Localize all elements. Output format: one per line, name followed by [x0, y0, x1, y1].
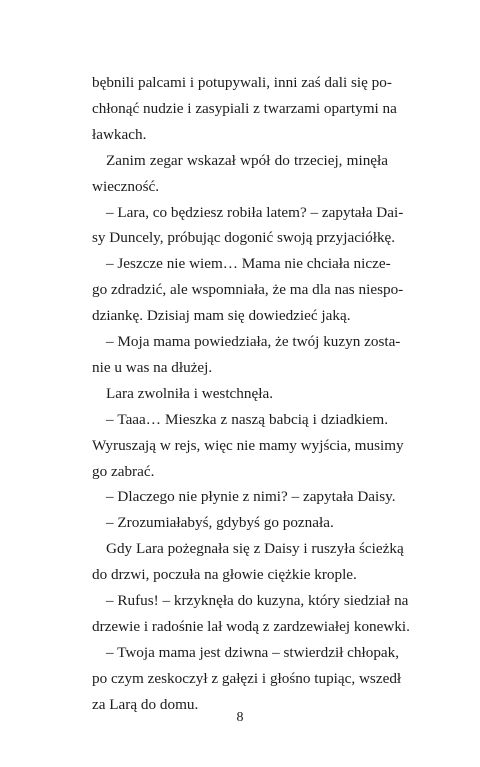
text-line: go zdradzić, ale wspomniała, że ma dla nas niespo- [92, 281, 404, 299]
text-line: – Twoja mama jest dziwna – stwierdził chłopak, [106, 643, 400, 661]
text-line: do drzwi, poczuła na głowie ciężkie krople. [92, 566, 357, 584]
text-line: Zanim zegar wskazał wpół do trzeciej, minęła [106, 151, 388, 169]
text-line: po czym zeskoczył z gałęzi i głośno tupiąc, wszedł [92, 669, 402, 687]
text-line: dziankę. Dzisiaj mam się dowiedzieć jaką. [92, 307, 351, 325]
text-line: – Zrozumiałabyś, gdybyś go poznała. [106, 514, 334, 532]
text-line: go zabrać. [92, 462, 155, 480]
text-line: sy Duncely, próbując dogonić swoją przyjaciółkę. [92, 229, 396, 247]
text-line: wieczność. [92, 177, 160, 195]
text-line: drzewie i radośnie lał wodą z zardzewiałej konewki. [92, 617, 410, 635]
text-line: – Taaa… Mieszka z naszą babcią i dziadkiem. [106, 410, 388, 428]
text-line: ławkach. [92, 125, 147, 143]
text-line: Gdy Lara pożegnała się z Daisy i ruszyła ścieżką [106, 540, 404, 558]
text-line: nie u was na dłużej. [92, 358, 213, 376]
text-line: Wyruszają w rejs, więc nie mamy wyjścia, musimy [92, 436, 404, 454]
text-line: – Lara, co będziesz robiła latem? – zapytała Dai- [106, 203, 404, 221]
page-number: 8 [236, 710, 244, 725]
text-line: chłonąć nudzie i zasypiali z twarzami opartymi na [92, 99, 397, 117]
text-line: – Dlaczego nie płynie z nimi? – zapytała Daisy. [106, 488, 396, 506]
text-line: Lara zwolniła i westchnęła. [106, 384, 273, 402]
text-line: – Jeszcze nie wiem… Mama nie chciała nicze- [106, 255, 391, 273]
text-line: – Rufus! – krzyknęła do kuzyna, który siedział na [106, 592, 409, 609]
text-line: – Moja mama powiedziała, że twój kuzyn zosta- [106, 333, 401, 350]
text-line: bębnili palcami i potupywali, inni zaś dali się po- [92, 74, 392, 91]
text-line: za Larą do domu. [92, 695, 199, 713]
